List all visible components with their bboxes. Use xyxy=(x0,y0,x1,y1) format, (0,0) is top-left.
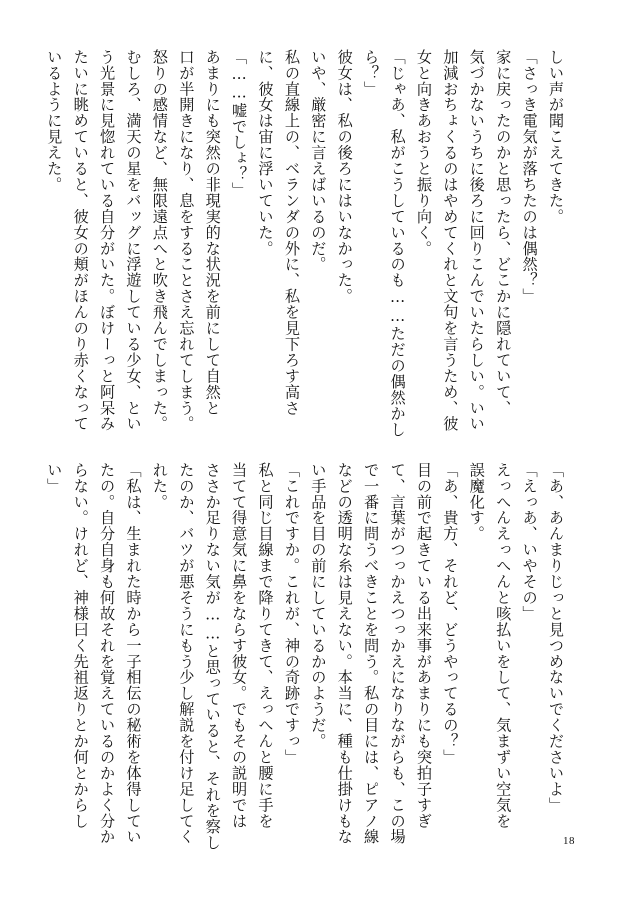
text-line: 「私は、生まれた時から一子相伝の秘術を体得してい xyxy=(124,462,143,845)
text-line: 女と向きあおうと振り向く。 xyxy=(414,49,433,257)
text-line: 「さっき電気が落ちたのは偶然？」 xyxy=(520,49,539,305)
text-line: で一番に問うべきことを問う。私の目には、ピアノ線 xyxy=(362,462,381,845)
text-line: ら？」 xyxy=(362,49,381,97)
text-line: に、彼女は宙に浮いていた。 xyxy=(256,49,275,257)
text-line: 家に戻ったのかと思ったら、どこかに隠れていて、 xyxy=(494,49,513,416)
text-line: 怒りの感情など、無限遠点へと吹き飛んでしまった。 xyxy=(150,49,169,432)
lower-text-block xyxy=(41,462,569,856)
text-line: しい声が聞こえてきた。 xyxy=(547,49,565,225)
text-line: たいに眺めていると、彼女の頬がほんのり赤くなって xyxy=(71,49,90,432)
text-line: い」 xyxy=(45,462,64,494)
text-line: えっへんえっへんと咳払いをして、気まずい空気を xyxy=(494,462,513,829)
text-line: あまりにも突然の非現実的な状況を前にして自然と xyxy=(203,49,222,416)
text-line: らない。けれど、神様曰く先祖返りとか何とからし xyxy=(71,462,90,829)
page-number: 18 xyxy=(563,835,575,847)
text-line: たのか、バツが悪そうにもう少し解説を付け足してく xyxy=(177,462,196,845)
text-line: 誤魔化す。 xyxy=(467,462,486,542)
text-line: 目の前で起きている出来事があまりにも突拍子すぎ xyxy=(414,462,433,829)
text-line: たの。自分自身も何故それを覚えているのかよく分か xyxy=(98,462,117,845)
text-line: 私の直線上の、ベランダの外に、私を見下ろす高さ xyxy=(282,49,301,416)
text-line: う光景に見惚れている自分がいた。ぼけーっと阿呆み xyxy=(98,49,117,432)
text-line: などの透明な糸は見えない。本当に、種も仕掛けもな xyxy=(335,462,354,845)
text-line: 「じゃあ、私がこうしているのも……ただの偶然かし xyxy=(388,49,407,438)
text-line: 加減おちょくるのはやめてくれと文句を言うため、彼 xyxy=(441,49,460,432)
text-line: 「……嘘でしょ？」 xyxy=(230,49,249,199)
text-line: むしろ、満天の星をバッグに浮遊している少女、とい xyxy=(124,49,143,432)
text-line: 「えっあ、いやその」 xyxy=(520,462,539,622)
text-line: い手品を目の前にしているかのようだ。 xyxy=(309,462,328,750)
text-line: 「これですか。これが、神の奇跡ですっ」 xyxy=(282,462,301,766)
text-line: 私と同じ目線まで降りてきて、えっへんと腰に手を xyxy=(256,462,275,829)
text-line: 「あ、あんまりじっと見つめないでくださいよ」 xyxy=(547,462,565,813)
upper-text-block xyxy=(41,49,569,443)
text-line: いるように見えた。 xyxy=(45,49,64,193)
text-line: 口が半開きになり、息をすることさえ忘れてしまう。 xyxy=(177,49,196,432)
text-line: 彼女は、私の後ろにはいなかった。 xyxy=(335,49,354,305)
text-line: ささか足りない気が……と思っていると、それを察し xyxy=(203,462,222,851)
text-line: れた。 xyxy=(150,462,169,510)
text-line: て、言葉がつっかえつっかえになりながらも、この場 xyxy=(388,462,407,845)
text-line: 気づかないうちに後ろに回りこんでいたらしい。いい xyxy=(467,49,486,432)
text-line: いや、厳密に言えばいるのだ。 xyxy=(309,49,328,273)
text-line: 「あ、貴方、それど、どうやってるの？」 xyxy=(441,462,460,766)
text-line: 当てて得意気に鼻をならす彼女。でもその説明では xyxy=(230,462,249,829)
